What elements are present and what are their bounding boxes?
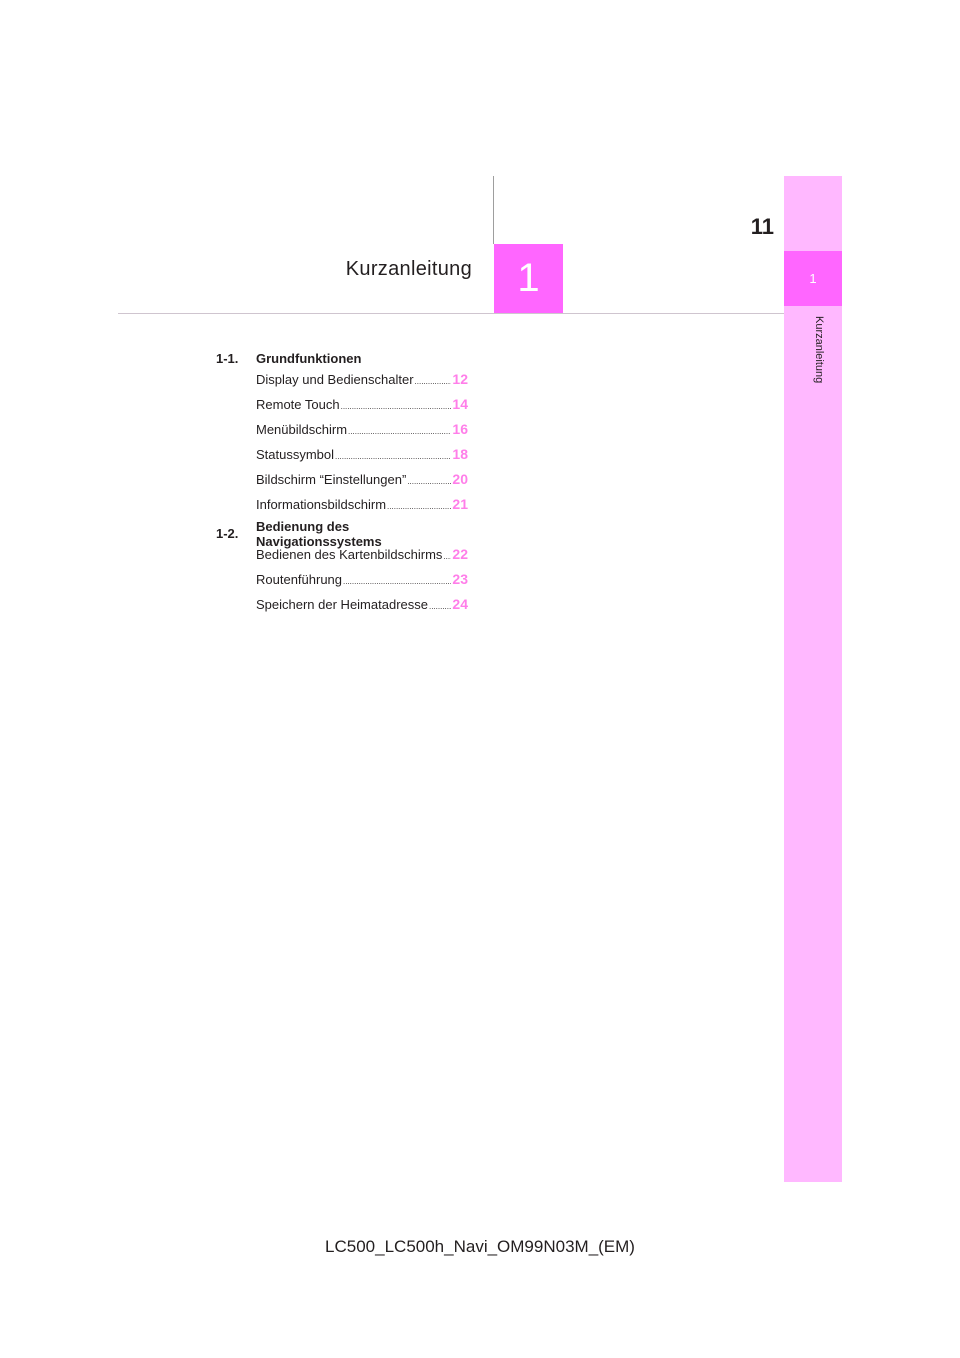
dot-leader <box>415 377 452 386</box>
section-number: 1-2. <box>216 526 239 541</box>
side-tab-label: Kurzanleitung <box>813 316 825 384</box>
page-number: 11 <box>750 214 774 239</box>
toc-entry-label: Bildschirm “Einstellungen” <box>256 472 407 487</box>
toc-entry-label: Display und Bedienschalter <box>256 372 414 387</box>
dot-leader <box>343 577 451 586</box>
toc-entry[interactable] <box>216 546 468 571</box>
table-of-contents <box>216 346 468 621</box>
toc-entry[interactable] <box>216 396 468 421</box>
toc-entry-label: Menübildschirm <box>256 422 348 437</box>
toc-entry-label: Bedienen des Kartenbildschirms <box>256 547 443 562</box>
dot-leader <box>429 602 451 611</box>
side-tab-chapter-number[interactable]: 1 <box>784 251 842 306</box>
toc-entry[interactable] <box>216 421 468 446</box>
toc-entry-page-link[interactable]: 24 <box>452 596 468 612</box>
toc-entry[interactable] <box>216 496 468 521</box>
dot-leader <box>407 477 451 486</box>
dot-leader <box>341 402 452 411</box>
toc-entry-page-link[interactable]: 18 <box>452 446 468 462</box>
chapter-number-box: 1 <box>494 244 563 313</box>
toc-entry-page-link[interactable]: 16 <box>452 421 468 437</box>
toc-entry[interactable] <box>216 371 468 396</box>
toc-entry-label: Speichern der Heimatadresse <box>256 597 428 612</box>
dot-leader <box>348 427 451 436</box>
section-title: Bedienung des Navigationssystems <box>256 518 382 549</box>
chapter-title: Kurzanleitung <box>345 258 472 280</box>
dot-leader <box>443 552 451 561</box>
header-divider-horizontal <box>118 313 784 314</box>
toc-section-heading <box>216 346 468 371</box>
toc-entry-label: Statussymbol <box>256 447 335 462</box>
dot-leader <box>387 502 451 511</box>
toc-entry-label: Routenführung <box>256 572 343 587</box>
toc-entry-page-link[interactable]: 20 <box>452 471 468 487</box>
toc-entry[interactable] <box>216 446 468 471</box>
header-divider-vertical <box>493 176 494 244</box>
toc-entry-page-link[interactable]: 23 <box>452 571 468 587</box>
toc-entry-label: Remote Touch <box>256 397 340 412</box>
toc-entry[interactable] <box>216 571 468 596</box>
toc-section-heading <box>216 518 468 549</box>
toc-entry[interactable] <box>216 596 468 621</box>
section-number: 1-1. <box>216 351 239 366</box>
dot-leader <box>335 452 451 461</box>
toc-entry-page-link[interactable]: 21 <box>452 496 468 512</box>
toc-entry[interactable] <box>216 471 468 496</box>
footer-document-code: LC500_LC500h_Navi_OM99N03M_(EM) <box>325 1237 635 1256</box>
toc-entry-label: Informationsbildschirm <box>256 497 387 512</box>
toc-entry-page-link[interactable]: 14 <box>452 396 468 412</box>
toc-entry-page-link[interactable]: 12 <box>452 371 468 387</box>
section-title: Grundfunktionen <box>256 351 362 366</box>
toc-entry-page-link[interactable]: 22 <box>452 546 468 562</box>
